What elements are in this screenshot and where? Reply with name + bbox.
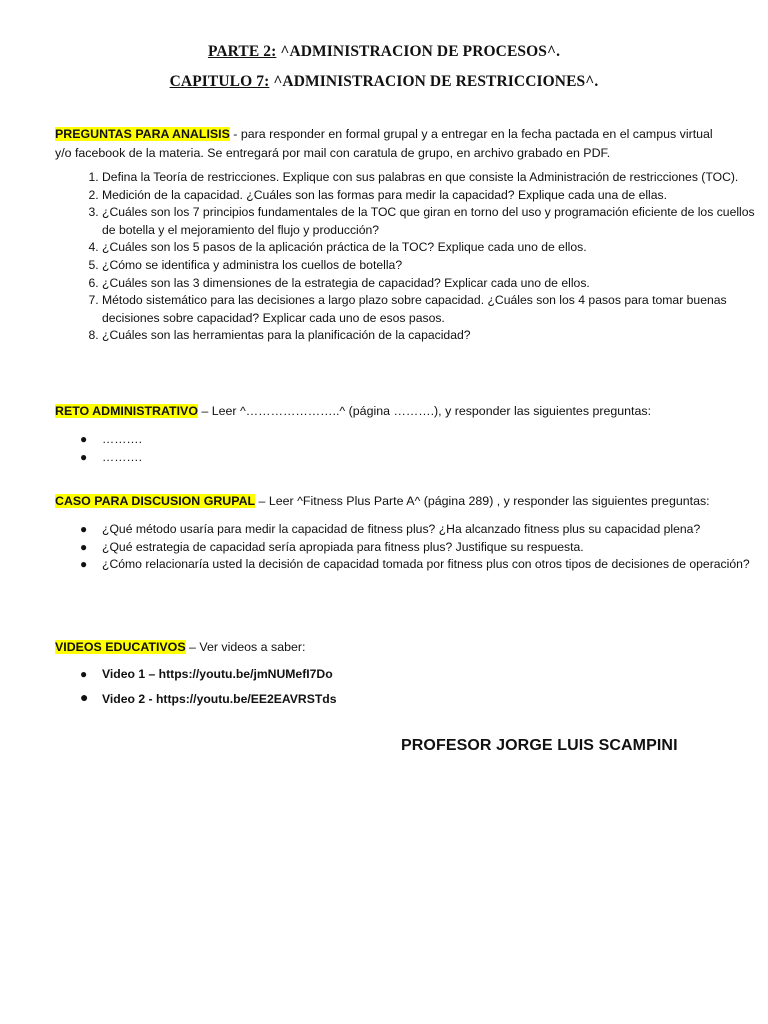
list-item	[80, 539, 760, 557]
videos-intro	[55, 638, 715, 657]
signature: PROFESOR JORGE LUIS SCAMPINI	[401, 737, 678, 754]
bullet-icon: ●	[80, 449, 88, 464]
list-item	[80, 688, 760, 709]
analysis-question: 2. Medición de la capacidad. ¿Cuáles son las formas para medir la capacidad? Explique cada una de ellas.	[102, 187, 762, 205]
reto-intro	[55, 402, 715, 421]
analysis-text: - para responder en formal grupal y a entregar en la fecha pactada en el campus virtual y/o facebook de la materia. Se entregará por mail con caratula de grupo, en archivo grabado en PDF.	[55, 127, 713, 160]
reto-item: ……….	[102, 449, 142, 464]
part-title	[0, 43, 768, 61]
analysis-question: 5. ¿Cómo se identifica y administra los cuellos de botella?	[102, 257, 762, 275]
list-item	[80, 431, 760, 449]
bullet-icon: ●	[80, 432, 88, 446]
chapter-title-text: ^ADMINISTRACION DE RESTRICCIONES^.	[269, 73, 599, 90]
videos-label: VIDEOS EDUCATIVOS	[55, 640, 186, 654]
caso-intro	[55, 492, 715, 511]
bullet-icon: ●	[80, 557, 88, 572]
caso-item: ¿Cómo relacionaría usted la decisión de capacidad tomada por fitness plus con otros tipos de decisiones de operación?	[102, 557, 750, 572]
analysis-question-list	[55, 169, 762, 345]
caso-item: ¿Qué estrategia de capacidad sería apropiada para fitness plus? Justifique su respuesta.	[102, 539, 584, 554]
part-title-text: ^ADMINISTRACION DE PROCESOS^.	[276, 43, 561, 60]
video-link[interactable]: Video 1 – https://youtu.be/jmNUMefI7Do	[102, 667, 333, 681]
reto-label: RETO ADMINISTRATIVO	[55, 404, 198, 418]
analysis-question: 6. ¿Cuáles son las 3 dimensiones de la estrategia de capacidad? Explicar cada uno de ellos.	[102, 275, 762, 293]
analysis-intro	[55, 125, 715, 163]
caso-label: CASO PARA DISCUSION GRUPAL	[55, 494, 256, 508]
list-item	[80, 556, 760, 574]
list-item	[80, 521, 760, 539]
analysis-question: 3. ¿Cuáles son los 7 principios fundamentales de la TOC que giran en torno del uso y programación eficiente de los cuellos de botella y el mejoramiento del flujo y producción?	[102, 204, 762, 239]
bullet-icon: ●	[80, 539, 88, 554]
caso-item: ¿Qué método usaría para medir la capacidad de fitness plus? ¿Ha alcanzado fitness plus su capacidad plena?	[102, 522, 701, 536]
analysis-question: 4. ¿Cuáles son los 5 pasos de la aplicación práctica de la TOC? Explique cada uno de ellos.	[102, 239, 762, 257]
video-link[interactable]: Video 2 - https://youtu.be/EE2EAVRSTds	[102, 691, 337, 706]
reto-list	[55, 431, 760, 466]
analysis-question: 1. Defina la Teoría de restricciones. Explique con sus palabras en que consiste la Administración de restricciones (TOC).	[102, 169, 762, 187]
chapter-title	[0, 73, 768, 91]
caso-text: – Leer ^Fitness Plus Parte A^ (página 289) , y responder las siguientes preguntas:	[255, 494, 710, 508]
list-item	[80, 666, 760, 684]
caso-list	[55, 521, 760, 574]
analysis-question: 8. ¿Cuáles son las herramientas para la planificación de la capacidad?	[102, 327, 762, 345]
videos-list	[55, 666, 760, 715]
analysis-label: PREGUNTAS PARA ANALISIS	[55, 127, 230, 141]
bullet-icon: ●	[80, 522, 88, 536]
list-item	[80, 449, 760, 467]
bullet-icon: ●	[80, 688, 89, 705]
bullet-icon: ●	[80, 667, 88, 681]
analysis-question: 7. Método sistemático para las decisiones a largo plazo sobre capacidad. ¿Cuáles son los 4 pasos para tomar buenas decisiones sobre capacidad? Explicar cada uno de esos pasos.	[102, 292, 762, 327]
reto-item: ……….	[102, 432, 142, 446]
chapter-label: CAPITULO 7:	[169, 73, 270, 90]
part-label: PARTE 2:	[207, 43, 277, 60]
videos-text: – Ver videos a saber:	[185, 640, 306, 654]
reto-text: – Leer ^…………………..^ (página ……….), y responder las siguientes preguntas:	[197, 404, 652, 418]
